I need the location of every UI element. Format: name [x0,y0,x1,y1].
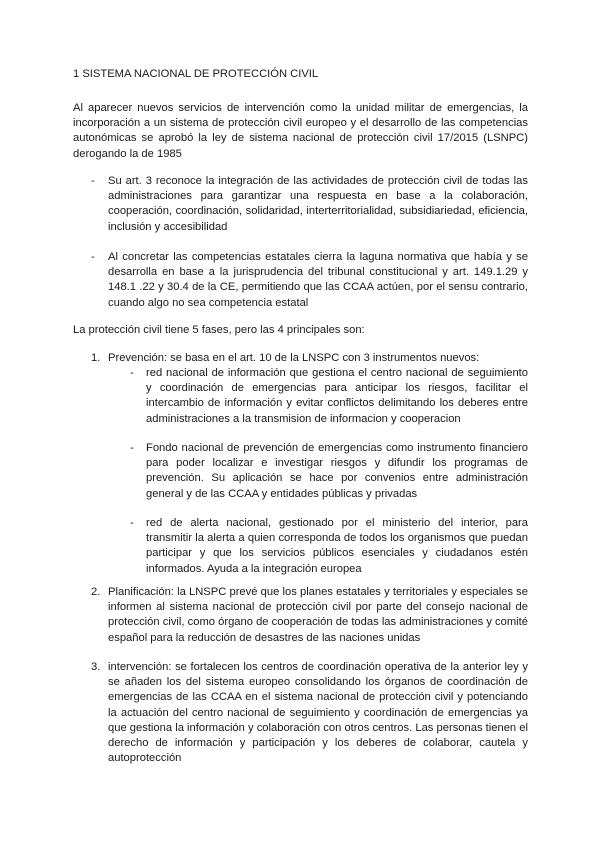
list-item-intervencion: intervención: se fortalecen los centros de coordinación operativa de la anterior ley y se añaden los del sistema europeo consolidando los órganos de coordinación de emergencias de las CCAA en el sistema nacional de protección civil y potenciando la actuación del centro nacional de seguimiento y coordinación de emergencias ya que gestiona la información y colaboración con otros centros. Las personas tienen el derecho de información y participación y los deberes de colaborar, cautela y autoprotección [108,661,528,765]
phases-lead: La protección civil tiene 5 fases, pero las 4 principales son: [73,324,365,336]
list-number: 2. [91,586,101,598]
bullet-dash: - [91,175,95,187]
bullet-dash: - [91,251,95,263]
sub-bullet-dash: - [130,517,134,529]
list-item-prevencion: Prevención: se basa en el art. 10 de la LNSPC con 3 instrumentos nuevos: [108,352,480,364]
sub-item-red-alerta: red de alerta nacional, gestionado por el ministerio del interior, para transmitir la alerta a quien corresponda de todos los organismos que puedan participar y que los servicios públicos esenciales y ciudadanos estén informados. Ayuda a la integración europea [146,517,528,575]
list-item-planificacion: Planificación: la LNSPC prevé que los planes estatales y territoriales y especiales se informen al sistema nacional de protección civil por parte del consejo nacional de protección civil, como órgano de cooperación de todas las administraciones y comité español para la reducción de desastres de las naciones unidas [108,586,528,644]
intro-paragraph: Al aparecer nuevos servicios de intervención como la unidad militar de emergencias, la incorporación a un sistema de protección civil europeo y el desarrollo de las competencias autonómicas se aprobó la ley de sistema nacional de protección civil 17/2015 (LSNPC) derogando la de 1985 [73,102,528,160]
list-number: 1. [91,352,101,364]
sub-item-red-informacion: red nacional de información que gestiona el centro nacional de seguimiento y coordinación de emergencias para anticipar los riesgos, facilitar el intercambio de información y evitar conflictos delimitando los deberes entre administraciones a la transmision de informacion y cooperacion [146,367,528,425]
sub-bullet-dash: - [130,367,134,379]
bullet-item-competencias: Al concretar las competencias estatales cierra la laguna normativa que había y se desarrolla en base a la jurisprudencia del tribunal constitucional y art. 149.1.29 y 148.1 .22 y 30.4 de la CE, permitiendo que las CCAA actúen, por el sensu contrario, cuando algo no sea competencia estatal [108,251,528,309]
list-number: 3. [91,661,101,673]
sub-item-fondo-nacional: Fondo nacional de prevención de emergencias como instrumento financiero para poder localizar e investigar riesgos y difundir los programas de prevención. Su aplicación se hace por convenios entre administración general y de las CCAA y entidades públicas y privadas [146,442,528,500]
section-title: 1 SISTEMA NACIONAL DE PROTECCIÓN CIVIL [73,68,319,80]
bullet-item-art3: Su art. 3 reconoce la integración de las actividades de protección civil de todas las administraciones para garantizar una respuesta en base a la colaboración, cooperación, coordinación, solidaridad, interterritorialidad, subsidiariedad, eficiencia, inclusión y accesibilidad [108,175,528,233]
sub-bullet-dash: - [130,442,134,454]
